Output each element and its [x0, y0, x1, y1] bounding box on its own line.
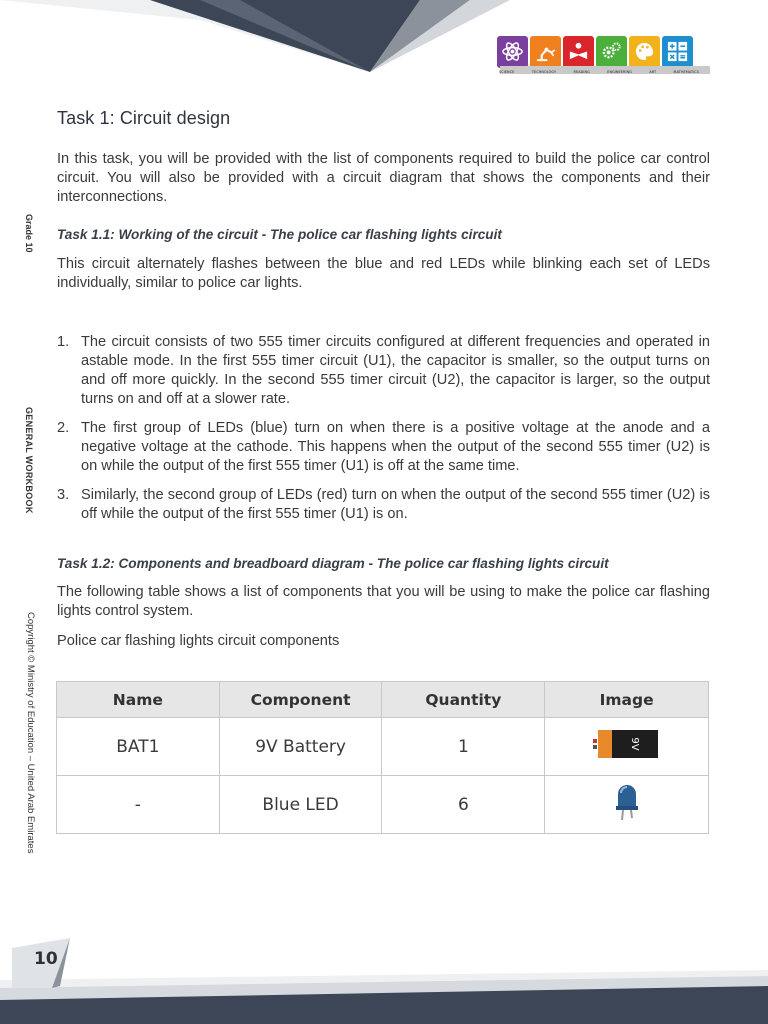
numbered-list	[57, 333, 710, 534]
intro-paragraph: In this task, you will be provided with the list of components required to build the police car control circuit. You will also be provided with a circuit diagram that shows the components and their interconnections.	[57, 151, 710, 205]
cell-name: BAT1	[57, 718, 220, 776]
list-number: 1.	[57, 334, 70, 350]
bottom-decorative-footer	[0, 930, 768, 1024]
components-table	[56, 681, 709, 834]
main-content	[57, 108, 710, 649]
cell-quantity: 6	[382, 776, 545, 834]
engineering-tile	[596, 36, 627, 68]
subtask-1-paragraph: This circuit alternately flashes between the blue and red LEDs while blinking each set of LEDs individually, similar to police car lights.	[57, 256, 710, 291]
cell-image	[545, 718, 709, 776]
logo-label: ART	[649, 70, 657, 74]
list-text: The circuit consists of two 555 timer circuits configured at different frequencies and operated in astable mode. In the first 555 timer circuit (U1), the capacitor is smaller, so the output turns on and off more quickly. In the second 555 timer circuit (U2), the capacitor is larger, so the output turns on and off at a slower rate.	[81, 334, 710, 407]
list-number: 2.	[57, 420, 70, 436]
subtask-1-heading: Task 1.1: Working of the circuit - The police car flashing lights circuit	[57, 227, 502, 242]
math-symbols-icon	[666, 40, 689, 63]
steam-logo	[497, 36, 693, 70]
logo-label: ENGINEERING	[607, 70, 632, 74]
list-item	[57, 333, 710, 409]
palette-icon	[633, 40, 656, 63]
battery-9v-icon	[589, 724, 665, 764]
art-tile	[629, 36, 660, 68]
technology-tile	[530, 36, 561, 68]
side-book-label: GENERAL WORKBOOK	[24, 407, 34, 514]
logo-label: READING	[573, 70, 590, 74]
table-row	[57, 776, 709, 834]
list-text: The first group of LEDs (blue) turn on when there is a positive voltage at the anode and a negative voltage at the cathode. This happens when the output of the second 555 timer (U2) is on while the output of the first 555 timer (U1) is off at the same time.	[81, 420, 710, 474]
list-item	[57, 419, 710, 476]
reading-tile	[563, 36, 594, 68]
header-name: Name	[57, 682, 220, 718]
list-item	[57, 486, 710, 524]
cell-quantity: 1	[382, 718, 545, 776]
table-header-row	[57, 682, 709, 718]
subtask-2-heading: Task 1.2: Components and breadboard diagram - The police car flashing lights circuit	[57, 556, 609, 571]
side-grade-label: Grade 10	[24, 214, 34, 253]
header-component: Component	[219, 682, 382, 718]
side-copyright: Copyright © Ministry of Education – United Arab Emirates	[25, 612, 36, 854]
math-tile	[662, 36, 693, 68]
cell-name: -	[57, 776, 220, 834]
header-image: Image	[545, 682, 709, 718]
cell-component: 9V Battery	[219, 718, 382, 776]
subtask-2-paragraph: The following table shows a list of components that you will be using to make the police car flashing lights control system.	[57, 584, 710, 619]
science-tile	[497, 36, 528, 68]
logo-label: SCIENCE	[499, 70, 515, 74]
reader-icon	[567, 40, 590, 63]
cell-component: Blue LED	[219, 776, 382, 834]
list-number: 3.	[57, 487, 70, 503]
table-row	[57, 718, 709, 776]
list-text: Similarly, the second group of LEDs (red) turn on when the output of the second 555 timer (U2) is off while the output of the first 555 timer (U1) is on.	[81, 487, 710, 522]
cell-image	[545, 776, 709, 834]
battery-label: 9V	[628, 737, 640, 751]
logo-labels	[499, 70, 699, 74]
atom-icon	[501, 40, 524, 63]
task-title: Task 1: Circuit design	[57, 108, 231, 128]
header-quantity: Quantity	[382, 682, 545, 718]
gears-icon	[600, 40, 623, 63]
logo-label: TECHNOLOGY	[531, 70, 557, 74]
table-caption: Police car flashing lights circuit components	[57, 633, 340, 649]
logo-label: MATHEMATICS	[673, 70, 699, 74]
page-number: 10	[34, 949, 58, 969]
blue-led-icon	[612, 782, 642, 822]
robot-arm-icon	[534, 40, 557, 63]
